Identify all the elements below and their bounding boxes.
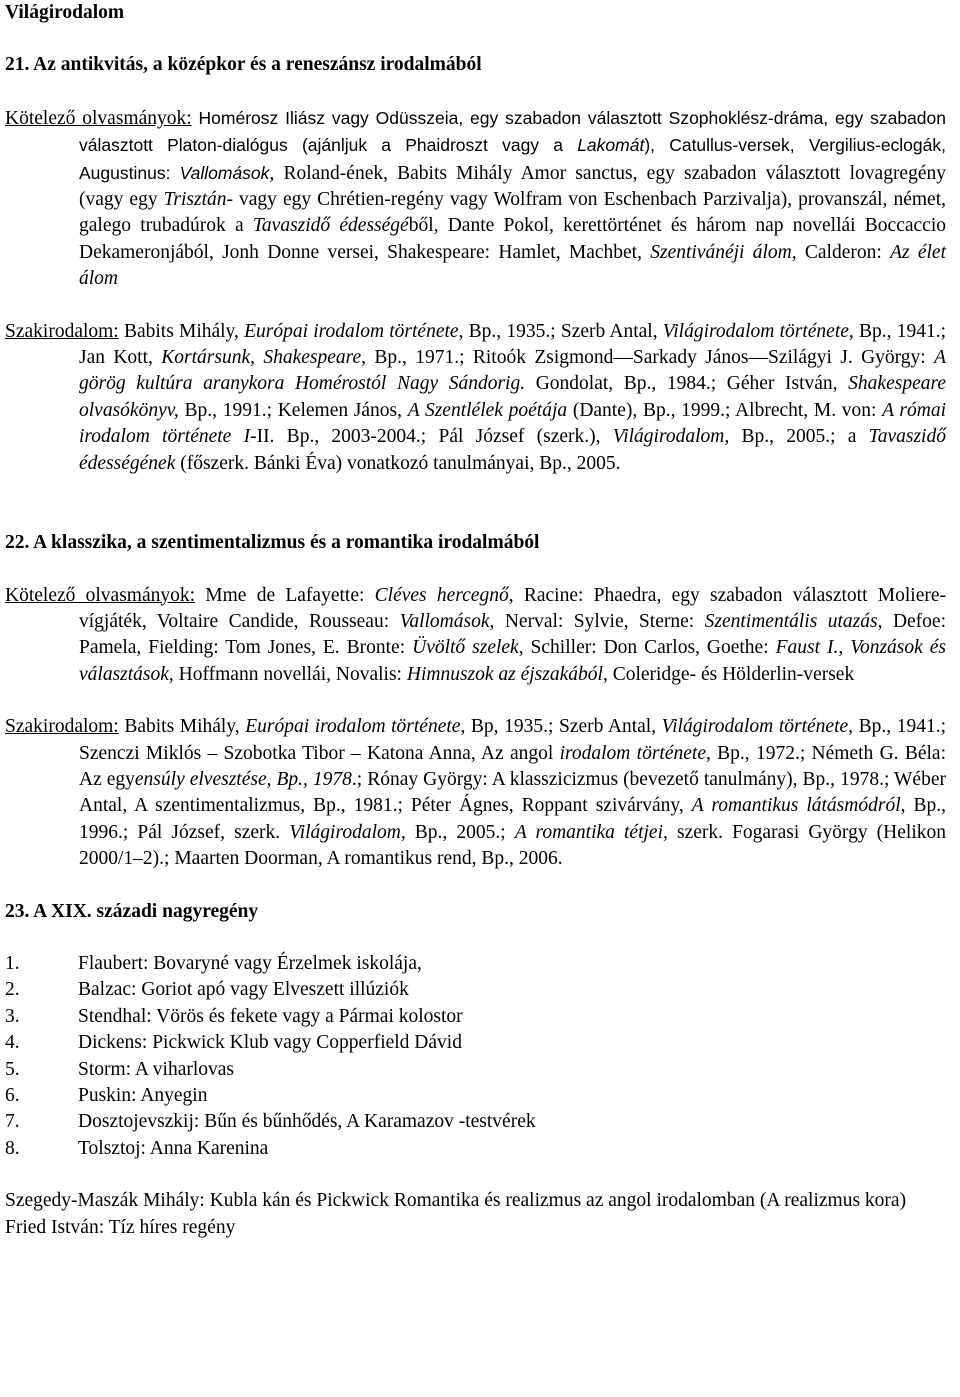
section-23-reference-1: Szegedy-Maszák Mihály: Kubla kán és Pickwick Romantika és realizmus az angol irodalomban (A realizmus kora)	[5, 1190, 907, 1212]
list-item: 6. Puskin: Anyegin	[5, 1085, 208, 1106]
list-item: 7. Dosztojevszkij: Bűn és bűnhődés, A Karamazov -testvérek	[5, 1111, 536, 1133]
required-readings-label: Kötelező olvasmányok:	[5, 107, 192, 129]
section-21-heading: 21. Az antikvitás, a középkor és a reneszánsz irodalmából	[5, 54, 482, 76]
list-item: 5. Storm: A viharlovas	[5, 1058, 234, 1080]
list-item: 3. Stendhal: Vörös és fekete vagy a Pármai kolostor	[5, 1005, 463, 1027]
section-23-reference-2: Fried István: Tíz híres regény	[5, 1216, 236, 1238]
section-21-literature: Szakirodalom: Babits Mihály, Európai irodalom története, Bp., 1935.; Szerb Antal, Világirodalom története, Bp., 1941.; Jan Kott, Kortársunk, Shakespeare, Bp., 1971.; Ritoók Zsigmond—Sarkady János—Szilágyi J. György: A görög kultúra aranykora Homérostól Nagy Sándorig. Gondolat, Bp., 1984.; Géher István, Shakespeare olvasókönyv, Bp., 1991.; Kelemen János, A Szentlélek poétája (Dante), Bp., 1999.; Albrecht, M. von: A római irodalom története I-II. Bp., 2003-2004.; Pál József (szerk.), Világirodalom, Bp., 2005.; a Tavaszidő édességének (főszerk. Bánki Éva) vonatkozó tanulmányai, Bp., 2005.	[5, 320, 947, 474]
list-item: 1. Flaubert: Bovaryné vagy Érzelmek iskolája,	[5, 952, 422, 974]
section-22-literature: Szakirodalom: Babits Mihály, Európai irodalom története, Bp, 1935.; Szerb Antal, Világirodalom története, Bp., 1941.; Szenczi Miklós – Szobotka Tibor – Katona Anna, Az angol irodalom története, Bp., 1972.; Németh G. Béla: Az egyensúly elvesztése, Bp., 1978.; Rónay György: A klasszicizmus (bevezető tanulmány), Bp., 1978.; Wéber Antal, A szentimentalizmus, Bp., 1981.; Péter Ágnes, Roppant szivárvány, A romantikus látásmódról, Bp., 1996.; Pál József, szerk. Világirodalom, Bp., 2005.; A romantika tétjei, szerk. Fogarasi György (Helikon 2000/1–2).; Maarten Doorman, A romantikus rend, Bp., 2006.	[5, 716, 946, 870]
section-22-heading: 22. A klasszika, a szentimentalizmus és a romantika irodalmából	[5, 532, 540, 554]
section-23-heading: 23. A XIX. századi nagyregény	[5, 900, 259, 922]
section-23-novel-list	[5, 951, 946, 1162]
section-21-required-readings: Kötelező olvasmányok: Homérosz Iliász vagy Odüsszeia, egy szabadon választott Szophoklész-dráma, egy szabadon választott Platon-dialógus (ajánljuk a Phaidroszt vagy a Lakomát), Catullus-versek, Vergilius-eclogák, Augustinus: Vallomások, Roland-ének, Babits Mihály Amor sanctus, egy szabadon választott lovagregény (vagy egy Trisztán- vagy egy Chrétien-regény vagy Wolfram von Eschenbach Parzivalja), provanszál, német, galego trubadúrok a Tavaszidő édességéből, Dante Pokol, kerettörténet és három nap novellái Boccaccio Dekameronjából, Jonh Donne versei, Shakespeare: Hamlet, Machbet, Szentivánéji álom, Calderon: Az élet álom	[5, 107, 946, 290]
literature-label: Szakirodalom:	[5, 320, 119, 342]
page-title: Világirodalom	[5, 2, 125, 23]
required-readings-label: Kötelező olvasmányok:	[5, 584, 196, 606]
literature-label: Szakirodalom:	[5, 716, 119, 738]
section-22-required-readings: Kötelező olvasmányok: Mme de Lafayette: Cléves hercegnő, Racine: Phaedra, egy szabadon választott Moliere-vígjáték, Voltaire Candide, Rousseau: Vallomások, Nerval: Sylvie, Sterne: Szentimentális utazás, Defoe: Pamela, Fielding: Tom Jones, E. Bronte: Üvöltő szelek, Schiller: Don Carlos, Goethe: Faust I., Vonzások és választások, Hoffmann novellái, Novalis: Himnuszok az éjszakából, Coleridge- és Hölderlin-versek	[5, 584, 946, 685]
list-item: 8. Tolsztoj: Anna Karenina	[5, 1137, 269, 1159]
list-item: 4. Dickens: Pickwick Klub vagy Copperfield Dávid	[5, 1032, 462, 1054]
list-item: 2. Balzac: Goriot apó vagy Elveszett illúziók	[5, 979, 409, 1001]
